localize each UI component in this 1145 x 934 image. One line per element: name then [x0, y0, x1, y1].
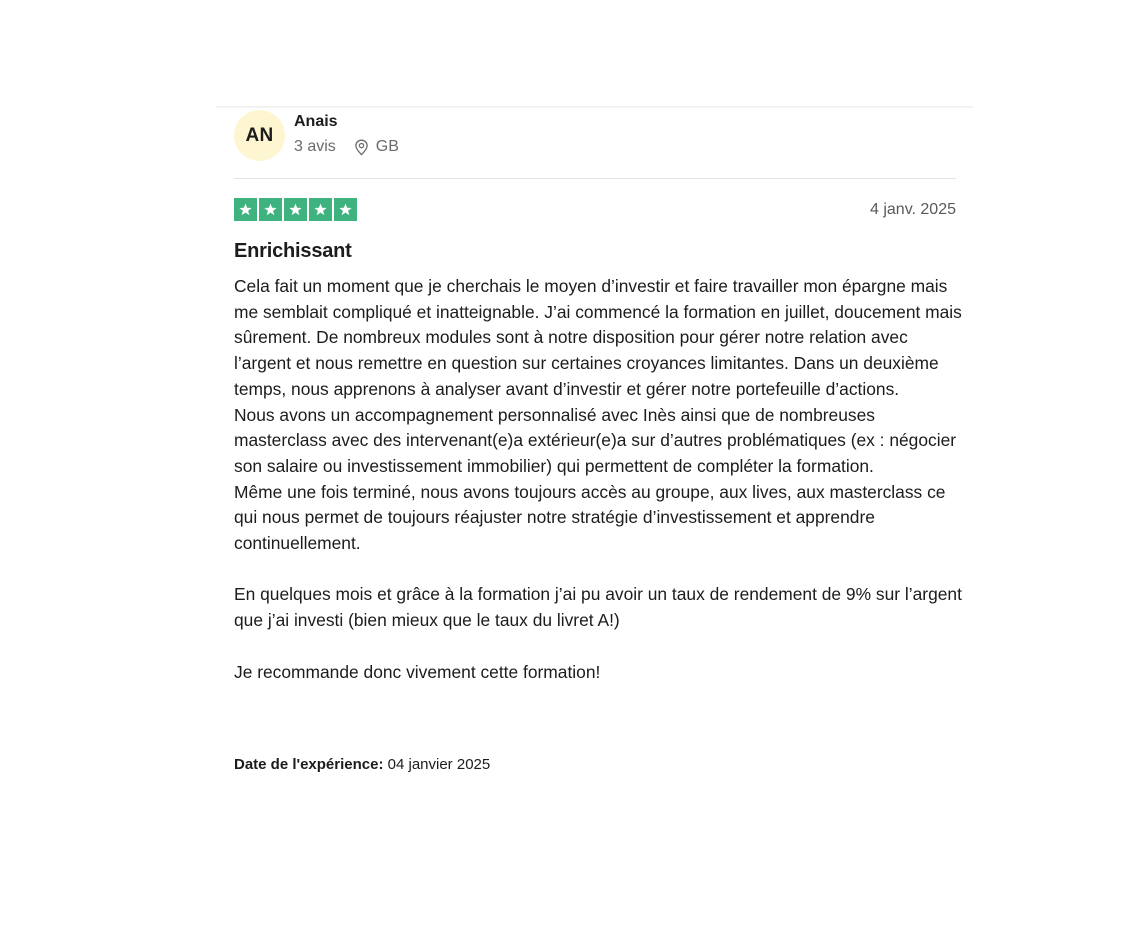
location-pin-icon	[354, 139, 369, 156]
experience-label: Date de l'expérience:	[234, 756, 384, 773]
star-icon	[259, 198, 282, 221]
avatar[interactable]: AN	[234, 110, 285, 161]
star-rating	[234, 198, 357, 221]
consumer-country: GB	[375, 138, 399, 155]
divider	[234, 178, 956, 179]
review-body: Cela fait un moment que je cherchais le moyen d’investir et faire travailler mon épargne mais me semblait compliqué et inatteignable. J’ai commencé la formation en juillet, doucement mais sûrement. De nombreux modules sont à notre disposition pour gérer notre relation avec l’argent et nous remettre en question sur certaines croyances limitantes. Dans un deuxième temps, nous apprenons à analyser avant d’investir et gérer notre portefeuille d’actions. Nous avons un accompagnement personnalisé avec Inès ainsi que de nombreuses masterclass avec des intervenant(e)a extérieur(e)a sur d’autres problématiques (ex : négocier son salaire ou investissement immobilier) qui permettent de compléter la formation. Même une fois terminé, nous avons toujours accès au groupe, aux lives, aux masterclass ce qui nous permet de toujours réajuster notre stratégie d’investissement et apprendre continuellement. En quelques mois et grâce à la formation j’ai pu avoir un taux de rendement de 9% sur l’argent que j’ai investi (bien mieux que le taux du livret A!) Je recommande donc vivement cette formation!	[234, 276, 962, 682]
review-count: 3 avis	[294, 138, 336, 155]
review-card	[216, 106, 973, 806]
experience-value: 04 janvier 2025	[387, 756, 491, 773]
review-title[interactable]: Enrichissant	[234, 240, 352, 262]
review-date: 4 janv. 2025	[870, 201, 956, 218]
experience-date	[234, 756, 490, 773]
consumer-meta	[294, 138, 399, 156]
card-top-border	[216, 106, 973, 109]
consumer-name[interactable]: Anais	[294, 113, 338, 130]
star-icon	[234, 198, 257, 221]
star-icon	[334, 198, 357, 221]
star-icon	[284, 198, 307, 221]
star-icon	[309, 198, 332, 221]
